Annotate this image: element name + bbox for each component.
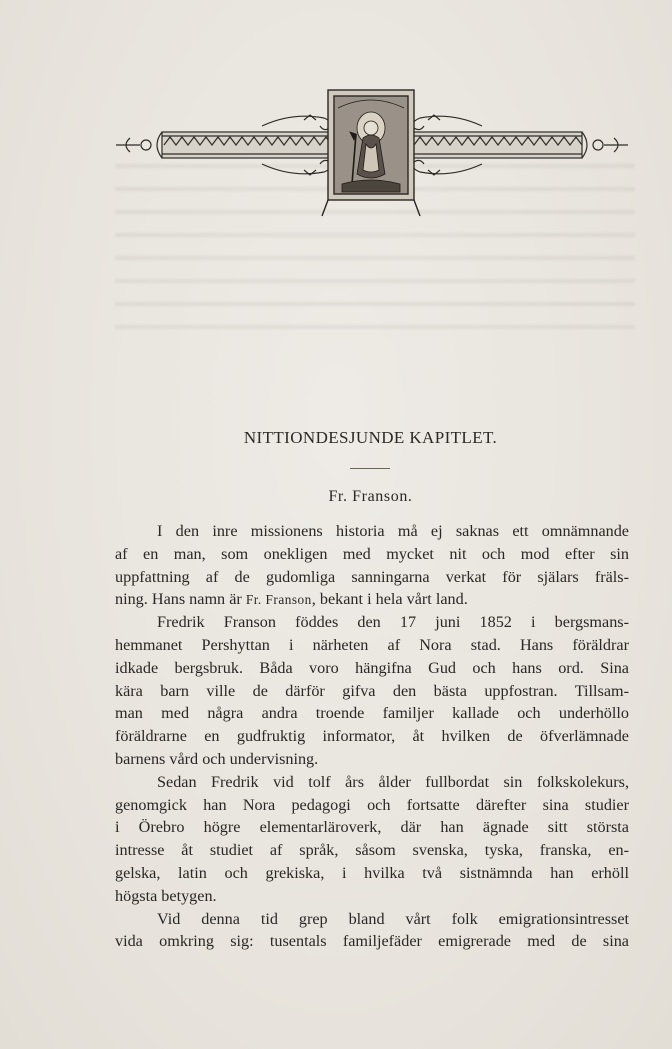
text-line: i Örebro högre elementarläroverk, där han ägnade sitt största [115,818,629,837]
text-fragment: ning. Hans namn är [115,590,246,609]
name-small-caps: Fr. Franson [245,592,312,608]
text-line: barnens vård och undervisning. [115,749,319,768]
text-line: gelska, latin och grekiska, i hvilka två sistnämnda han erhöll [115,863,629,882]
text-line: af en man, som onekligen med mycket nit och mod efter sin [115,544,629,563]
text-line: genomgick han Nora pedagogi och fortsatte därefter sina studier [115,795,629,814]
text-fragment: , bekant i hela vårt land. [311,590,468,609]
text-line: idkade bergsbruk. Båda voro hängifna Gud och hans ord. Sina [115,658,629,677]
text-line: kära barn ville de därför gifva den bästa uppfostran. Tillsam- [115,681,629,700]
title-divider [350,468,390,469]
text-line: föräldrarne en gudfruktig informator, åt hvilken de öfverlämnade [115,727,629,746]
text-line: vida omkring sig: tusentals familjefäder emigrerade med de sina [115,932,629,951]
text-line: I den inre missionens historia må ej saknas ett omnämnande [157,522,629,540]
text-line: Fredrik Franson föddes den 17 juni 1852 i bergsmans- [157,613,629,632]
text-line: Vid denna tid grep bland vårt folk emigrationsintresset [157,909,629,928]
text-line: man med några andra troende familjer kallade och underhöllo [115,704,629,723]
chapter-headpiece-ornament [112,88,632,220]
text-line [115,588,629,611]
chapter-title: NITTIONDESJUNDE KAPITLET. [243,428,498,447]
section-heading: Fr. Franson. [328,488,413,505]
text-line: högsta betygen. [115,886,217,905]
text-line: hemmanet Pershyttan i närheten af Nora stad. Hans föräldrar [115,635,629,654]
text-line: Sedan Fredrik vid tolf års ålder fullbordat sin folkskolekurs, [157,772,629,791]
body-text [115,520,629,953]
text-line: uppfattning af de gudomliga sanningarna verkat för själars fräls- [115,567,629,586]
text-line: intresse åt studiet af språk, såsom svenska, tyska, franska, en- [115,841,629,860]
